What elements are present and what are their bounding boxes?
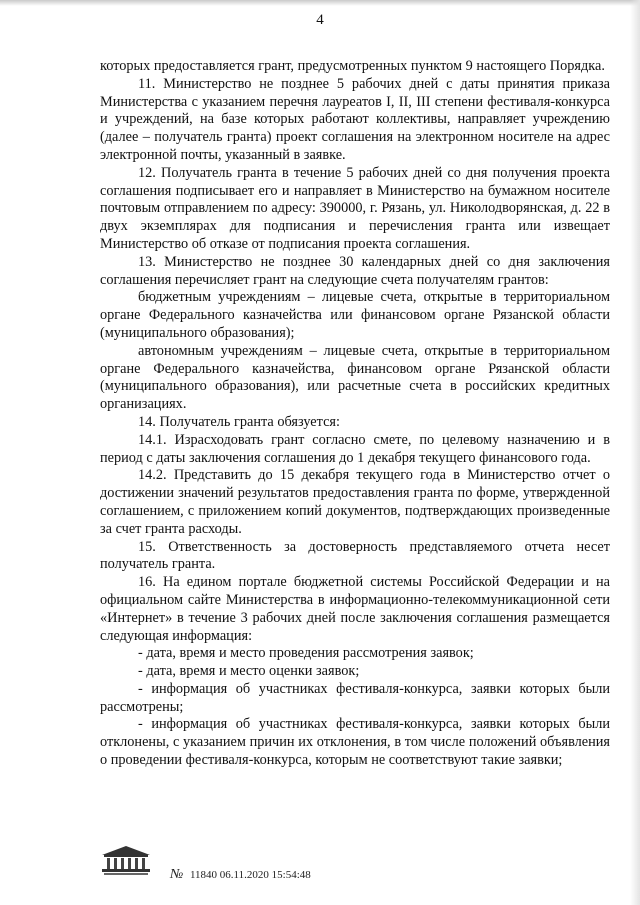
paragraph-14: 14. Получатель гранта обязуется: xyxy=(138,413,340,430)
registration-number-datetime: 11840 06.11.2020 15:54:48 xyxy=(189,869,311,881)
paragraph-13: 13. Министерство не позднее 30 календарных дней со дня заключения соглашения перечисляет грант на следующие счета получателям грантов: xyxy=(100,253,610,288)
list-item-reviewed-participants: - информация об участниках фестиваля-конкурса, заявки которых были рассмотрены; xyxy=(100,680,610,715)
scan-top-edge xyxy=(0,0,640,6)
paragraph-13-autonomous: автономным учреждениям – лицевые счета, открытые в территориальном органе Федерального казначейства, финансовом органе Рязанской области (муниципального образования), или расчетные счета в российских кредитных организациях. xyxy=(100,342,610,413)
document-body xyxy=(100,58,610,770)
paragraph-12: 12. Получатель гранта в течение 5 рабочих дней со дня получения проекта соглашения подписывает его и направляет в Министерство на бумажном носителе почтовым отправлением по адресу: 390000, г. Рязань, ул. Николодворянская, д. 22 в двух экземплярах для подписания и перечисления гранта или извещает Министерство об отказе от подписания проекта соглашения. xyxy=(100,164,610,252)
page-number: 4 xyxy=(316,12,324,28)
list-item-rejected-participants: - информация об участниках фестиваля-конкурса, заявки которых были отклонены, с указанием причин их отклонения, в том числе положений объявления о проведении фестиваля-конкурса, которым не соответствуют такие заявки; xyxy=(100,716,610,769)
paragraph-continuation: которых предоставляется грант, предусмотренных пунктом 9 настоящего Порядка. xyxy=(100,58,605,74)
paragraph-14-1: 14.1. Израсходовать грант согласно смете, по целевому назначению и в период с даты заключения соглашения до 1 декабря текущего финансового года. xyxy=(100,431,610,466)
list-item-review-date: - дата, время и место проведения рассмотрения заявок; xyxy=(138,645,474,662)
paragraph-11: 11. Министерство не позднее 5 рабочих дней с даты принятия приказа Министерства с указанием перечня лауреатов I, II, III степени фестиваля-конкурса и учреждений, на базе которых работают коллективы, направляет учреждению (далее – получатель гранта) проект соглашения на электронном носителе на адрес электронной почты, указанный в заявке. xyxy=(100,75,610,163)
paragraph-13-budget: бюджетным учреждениям – лицевые счета, открытые в территориальном органе Федерального казначейства или финансовом органе Рязанской области (муниципального образования); xyxy=(100,289,610,341)
registration-mark: № xyxy=(170,867,184,882)
paragraph-14-2: 14.2. Представить до 15 декабря текущего года в Министерство отчет о достижении значений результатов предоставления гранта по форме, утвержденной соглашением, с приложением копий документов, подтверждающих произведенные за счет гранта расходы. xyxy=(100,467,610,537)
government-building-logo xyxy=(98,843,154,877)
scan-right-edge xyxy=(630,0,640,905)
list-item-evaluation-date: - дата, время и место оценки заявок; xyxy=(138,663,360,680)
paragraph-16: 16. На едином портале бюджетной системы Российской Федерации и на официальном сайте Министерства в информационно-телекоммуникационной сети «Интернет» в течение 3 рабочих дней после заключения соглашения размещается следующая информация: xyxy=(100,574,610,644)
paragraph-15: 15. Ответственность за достоверность представляемого отчета несет получатель гранта. xyxy=(100,538,610,573)
document-registration-stamp xyxy=(170,867,311,883)
